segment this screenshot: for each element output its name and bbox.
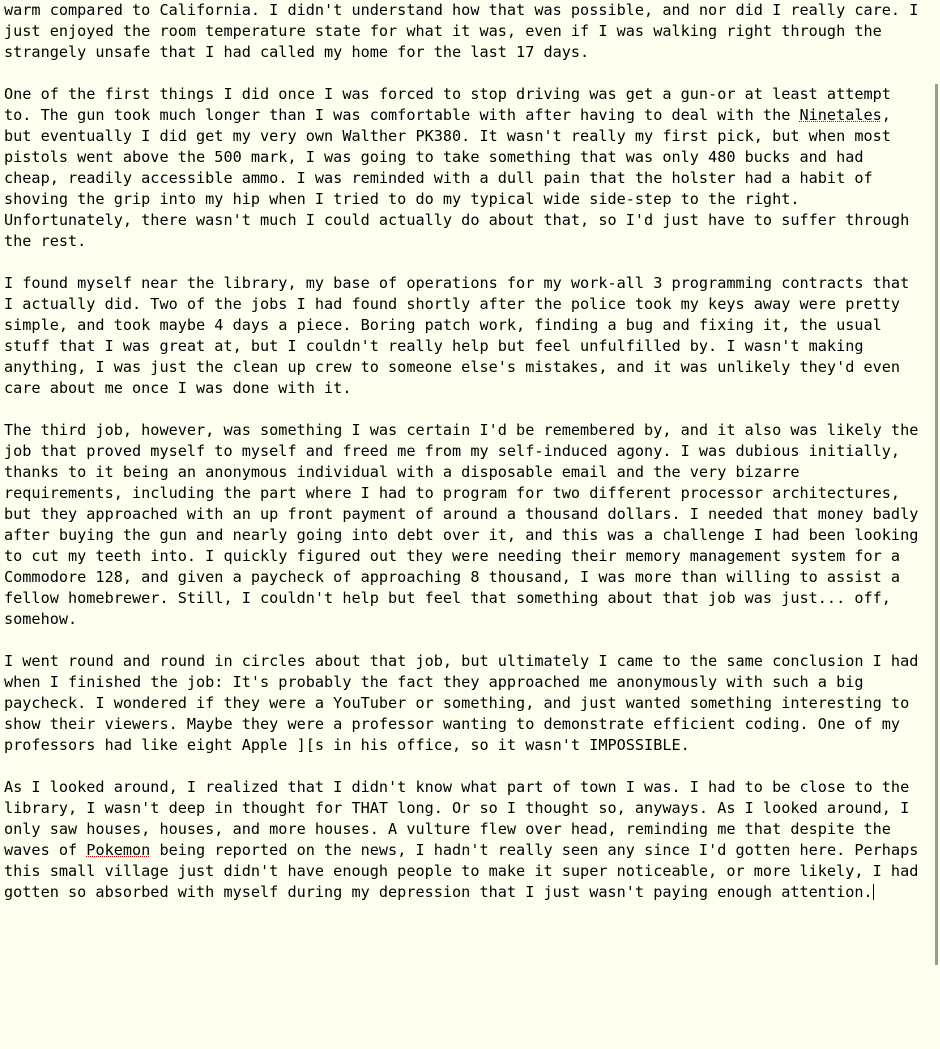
misspelled-word[interactable]: Pokemon: [86, 841, 151, 859]
text-run: The third job, however, was something I was certain I'd be remembered by, and it also was likely the job that proved myself to myself and freed me from my self-induced agony. I was dubious initially, thanks to it being an anonymous individual with a disposable email and the very bizarre requirements, including the part where I had to program for two different processor architectures, but they approached with an up front payment of around a thousand dollars. I needed that money badly after buying the gun and nearly going into debt over it, and this was a challenge I had been looking to cut my teeth into. I quickly figured out they were needing their memory management system for a Commodore 128, and given a paycheck of approaching 8 thousand, I was more than willing to assist a fellow homebrewer. Still, I couldn't help but feel that something about that job was just... off, somehow.: [4, 421, 928, 628]
text-run: being reported on the news, I hadn't really seen any since I'd gotten here. Perhaps this small village just didn't have enough people to make it super noticeable, or more likely, I had gotten so absorbed with myself during my depression that I just wasn't paying enough attention.: [4, 841, 928, 901]
paragraph: [4, 0, 926, 63]
text-caret: [873, 884, 874, 900]
vertical-scrollbar-thumb[interactable]: [935, 84, 938, 965]
vertical-scrollbar[interactable]: [934, 0, 940, 1049]
text-run: I found myself near the library, my base of operations for my work-all 3 programming contracts that I actually did. Two of the jobs I had found shortly after the police took my keys away were pretty simple, and took maybe 4 days a piece. Boring patch work, finding a bug and fixing it, the usual stuff that I was great at, but I couldn't really help but feel unfulfilled by. I wasn't making anything, I was just the clean up crew to someone else's mistakes, and it was unlikely they'd even care about me once I was done with it.: [4, 274, 919, 397]
text-run: I went round and round in circles about that job, but ultimately I came to the same conclusion I had when I finished the job: It's probably the fact they approached me anonymously with such a big paycheck. I wondered if they were a YouTuber or something, and just wanted something interesting to show their viewers. Maybe they were a professor wanting to demonstrate efficient coding. One of my professors had like eight Apple ][s in his office, so it wasn't IMPOSSIBLE.: [4, 652, 928, 754]
paragraph: [4, 420, 926, 630]
paragraph: [4, 273, 926, 399]
editor-left-edge: [0, 0, 1, 1049]
text-run: As I looked around, I realized that I didn't know what part of town I was. I had to be close to the library, I wasn't deep in thought for THAT long. Or so I thought so, anyways. As I looked around, I only saw houses, houses, and more houses. A vulture flew over head, reminding me that despite the waves of: [4, 778, 919, 859]
text-run: One of the first things I did once I was forced to stop driving was get a gun-or at least attempt to. The gun took much longer than I was comfortable with after having to deal with the: [4, 85, 901, 124]
paragraph: [4, 777, 926, 903]
document-text-area[interactable]: [4, 0, 926, 903]
text-run: , but eventually I did get my very own Walther PK380. It wasn't really my first pick, but when most pistols went above the 500 mark, I was going to take something that was only 480 bucks and had cheap, readily accessible ammo. I was reminded with a dull pain that the holster had a habit of shoving the grip into my hip when I tried to do my typical wide side-step to the right. Unfortunately, there wasn't much I could actually do about that, so I'd just have to suffer through the rest.: [4, 106, 919, 250]
text-run: warm compared to California. I didn't understand how that was possible, and nor did I really care. I just enjoyed the room temperature state for what it was, even if I was walking right through the strangely unsafe that I had called my home for the last 17 days.: [4, 1, 928, 61]
paragraph: [4, 651, 926, 756]
misspelled-word[interactable]: Ninetales: [799, 106, 882, 124]
paragraph: [4, 84, 926, 252]
